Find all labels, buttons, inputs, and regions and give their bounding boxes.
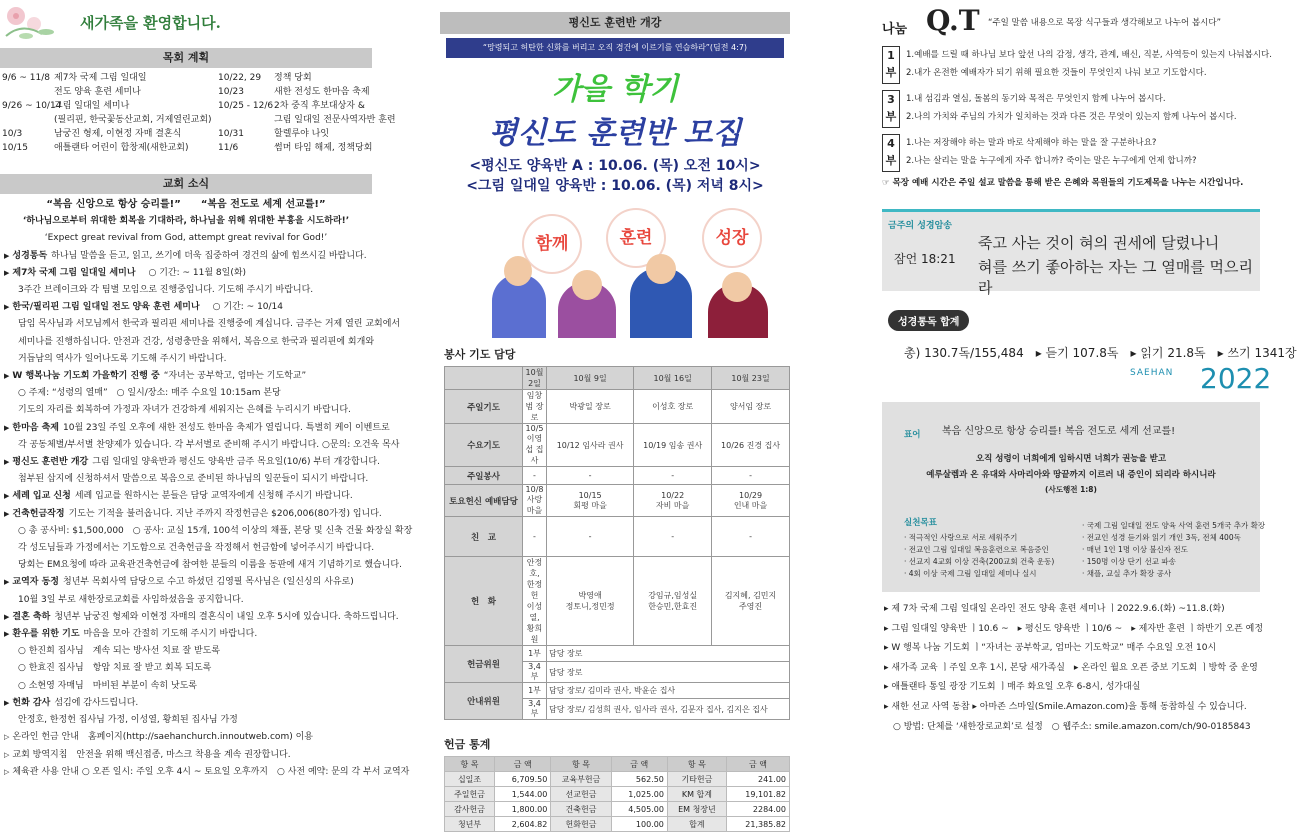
- church-goals: [882, 402, 1266, 592]
- offering-amount: 2,604.82: [495, 817, 551, 832]
- announcement-list: [884, 600, 1274, 737]
- offering-item: 주일헌금: [445, 787, 495, 802]
- year-label: SAEHAN: [1130, 368, 1174, 378]
- news-item: [4, 678, 368, 695]
- duty-date: 10월 9일: [547, 367, 634, 390]
- offering-table: [444, 756, 790, 832]
- news-text: 교회 방역지침 안전을 위해 백신접종, 마스크 착용을 계속 권장합니다.: [12, 749, 291, 760]
- welcome-header: [0, 0, 372, 48]
- news-item: [4, 334, 375, 351]
- bullet-icon: ▶: [4, 492, 10, 501]
- schedule-item: [218, 114, 396, 126]
- duty-label: 헌금위원: [445, 646, 523, 683]
- duty-cell: -: [547, 467, 634, 485]
- offering-header-cell: 금 액: [611, 757, 667, 772]
- offering-header-cell: 항 목: [445, 757, 495, 772]
- offering-item: KM 합계: [667, 787, 726, 802]
- news-text: ○ 기간: ~ 11월 8일(화): [139, 267, 247, 278]
- qt-note: ☞ 목장 예배 시간은 주일 설교 말씀을 통해 받은 은혜와 목원들의 기도제목을 나누는 시간입니다.: [882, 178, 1244, 188]
- qt-row: [880, 130, 1280, 174]
- qt-question: 1.예배를 드릴 때 하나님 보다 앞선 나의 감정, 생각, 관계, 배신, 직분, 사역등이 있는지 나눠봅시다.: [906, 50, 1272, 60]
- duty-part: 1부: [523, 683, 547, 699]
- verse-label: 금주의 성경암송: [888, 221, 952, 231]
- schedule-item: [2, 142, 188, 154]
- duty-cell: 임창범 장로: [523, 390, 547, 424]
- news-text: 세미나를 진행하십니다. 안전과 건강, 성령충만을 위해서, 복음으로 한국과 필리핀에 회개와: [18, 336, 375, 347]
- goal-motto: 복음 신앙으로 항상 승리를! 복음 전도로 세계 선교를!: [942, 426, 1176, 437]
- schedule-item: [2, 128, 181, 140]
- schedule-text: 전도 양육 훈련 세미나: [54, 87, 141, 97]
- duty-cell: -: [634, 467, 712, 485]
- offering-header-cell: 항 목: [667, 757, 726, 772]
- news-text: “자녀는 공부학고, 엄마는 기도학교”: [163, 371, 307, 382]
- duty-cell: 10/8 사랑 마을: [523, 485, 547, 517]
- news-text: 기도는 기적을 불러옵니다. 지난 주까지 작정헌금은 $206,006(80가정) 입니다.: [68, 508, 382, 519]
- duty-row: [445, 424, 790, 467]
- qt-title: Q.T: [926, 4, 980, 37]
- offering-header-cell: 항 목: [551, 757, 611, 772]
- schedule-text: 애틀랜타 어린이 합창제(새한교회): [54, 143, 189, 153]
- offering-row: [445, 817, 790, 832]
- schedule-text: 그림 일대일 전문사역자반 훈련: [274, 115, 396, 125]
- news-item: [4, 747, 368, 764]
- poster-banner: “망령되고 허탄한 신화를 버리고 오직 경건에 이르기를 연습하라”(딤전 4:7): [446, 38, 784, 58]
- news-item: [4, 368, 368, 385]
- duty-title: 봉사 기도 담당: [444, 348, 516, 361]
- offering-amount: 4,505.00: [611, 802, 667, 817]
- poster-subtitle: <그림 일대일 양육반 : 10.06. (목) 저녁 8시>: [466, 178, 764, 194]
- news-text: 세례 입교를 원하시는 분들은 담당 교역자에게 신청해 주시기 바랍니다.: [74, 491, 353, 502]
- schedule-text: 남궁진 형제, 이현정 자매 결혼식: [54, 129, 182, 139]
- offering-item: 청년부: [445, 817, 495, 832]
- duty-cell: 박영애 정토니,정민정: [547, 557, 634, 646]
- news-heading: 평신도 훈련반 개강: [12, 457, 89, 468]
- news-text: 체육관 사용 안내 ○ 오픈 일시: 주일 오후 4시 ~ 토요일 오후까지 ○ 사전 예약: 문의 각 부서 교역자: [12, 766, 410, 777]
- goal-tag: 표어: [904, 430, 921, 440]
- offering-amount: 1,544.00: [495, 787, 551, 802]
- bullet-icon: ▶: [4, 268, 10, 277]
- bullet-icon: ▷: [4, 733, 10, 742]
- schedule-date: 9/26 ~ 10/14: [2, 101, 62, 111]
- schedule-date: 10/22, 29: [218, 73, 262, 83]
- qt-service-badge: 3 부: [882, 90, 900, 128]
- schedule-item: [2, 86, 141, 98]
- duty-label: 토요헌신 예배담당: [445, 485, 523, 517]
- duty-row: [445, 485, 790, 517]
- duty-cell: -: [547, 517, 634, 557]
- qt-description: “주일 말씀 내용으로 목장 식구들과 생각해보고 나누어 봅시다”: [988, 18, 1221, 28]
- news-heading: W 행복나눔 기도회 가을학기 진행 중: [12, 371, 160, 382]
- duty-cell: 10/15 회평 마을: [547, 485, 634, 517]
- offering-row: [445, 787, 790, 802]
- duty-part: 3,4부: [523, 699, 547, 720]
- duty-row: [445, 646, 790, 662]
- announcement-item: ▸ 애틀랜타 통일 광장 기도회 ㅣ매주 화요일 오후 6-8시, 성가대실: [884, 682, 1141, 693]
- training-header: 평신도 훈련반 개강: [440, 12, 790, 34]
- news-text: 섬김에 감사드립니다.: [54, 697, 139, 708]
- poster-title: 가을 학기: [551, 72, 679, 107]
- right-column: [880, 0, 1297, 783]
- bullet-icon: ▶: [4, 458, 10, 467]
- duty-row: [445, 467, 790, 485]
- offering-item: 선교헌금: [551, 787, 611, 802]
- verse-line: 혀를 쓰기 좋아하는 자는 그 열매를 먹으리라: [978, 258, 1253, 297]
- news-item: [4, 626, 368, 643]
- news-item: [4, 764, 410, 781]
- news-item: [4, 351, 368, 368]
- duty-cell: 김지혜, 김민지 주영진: [712, 557, 790, 646]
- duty-row: [445, 517, 790, 557]
- news-heading: 건축헌금작정: [12, 508, 65, 519]
- memory-verse: [882, 209, 1260, 297]
- news-text: ○ 총 공사비: $1,500,000 ○ 공사: 교실 15개, 100석 이상의 채플, 본당 및 신축 건물 화장실 확장: [18, 525, 413, 536]
- news-text: 10월 3일 부로 새한장로교회를 사임하셨음을 공지합니다.: [18, 594, 244, 605]
- bullet-icon: ▷: [4, 767, 10, 776]
- schedule-text: (필리핀, 한국꽃동산교회, 거제열린교회): [54, 115, 212, 125]
- duty-header-row: [445, 367, 790, 390]
- announcement-item: ▸ 새가족 교육 ㅣ주일 오후 1시, 본당 새가족실 ▸ 온라인 월요 오픈 중보 기도회 ㅣ방학 중 운영: [884, 662, 1258, 673]
- bullet-icon: ▶: [4, 372, 10, 381]
- news-heading: 한마음 축제: [12, 422, 59, 433]
- news-item: [4, 643, 368, 660]
- news-motto: ‘하나님으로부터 위대한 회복을 기대하라, 하나님을 위해 위대한 부흥을 시도하라!’: [22, 216, 350, 227]
- news-text: ○ 소현영 자매님 마비된 부분이 속히 낫도록: [18, 680, 197, 691]
- news-heading: 결혼 축하: [12, 611, 51, 622]
- news-item: [4, 385, 368, 402]
- duty-label: 안내위원: [445, 683, 523, 720]
- news-item: [4, 471, 368, 488]
- schedule-date: 11/6: [218, 143, 239, 153]
- schedule-item: [2, 72, 147, 84]
- offering-amount: 241.00: [726, 772, 789, 787]
- news-motto-en: ‘Expect great revival from God, attempt great revival for God!’: [44, 233, 328, 244]
- duty-row: [445, 557, 790, 646]
- duty-label: 친 교: [445, 517, 523, 557]
- duty-cell: 10/29 인내 마을: [712, 485, 790, 517]
- news-item: [4, 437, 400, 454]
- news-heading: 환우를 위한 기도: [12, 629, 80, 640]
- news-item: [4, 695, 368, 712]
- duty-label: 헌 화: [445, 557, 523, 646]
- news-item: [4, 729, 368, 746]
- duty-person: 담당 장로: [547, 646, 790, 662]
- offering-item: EM 청장년: [667, 802, 726, 817]
- bullet-icon: ▶: [4, 423, 10, 432]
- plan-item: · 전교인 그림 일대일 복음훈련으로 복음증인: [904, 545, 1049, 554]
- plan-item: · 적극적인 사랑으로 서로 세워주기: [904, 533, 1018, 542]
- qt-question: 1.나는 저장해야 하는 말과 바로 삭제해야 하는 말을 잘 구분하나요?: [906, 138, 1157, 148]
- news-motto: “복음 신앙으로 항상 승리를!” “복음 전도로 세계 선교를!”: [46, 199, 326, 210]
- offering-header-row: [445, 757, 790, 772]
- duty-cell: 10/22 자비 마을: [634, 485, 712, 517]
- bullet-icon: ▶: [4, 612, 10, 621]
- bubble-together: 함께: [524, 216, 580, 272]
- news-heading: 세례 입교 신청: [12, 491, 71, 502]
- duty-date: 10월 23일: [712, 367, 790, 390]
- plan-item: · 국제 그림 일대일 전도 양육 사역 훈련 5개국 추가 확장: [1082, 521, 1266, 530]
- announcement-item: ▸ W 행복 나눔 기도회 ㅣ“자녀는 공부학교, 엄마는 기도학교” 매주 수요일 오전 10시: [884, 643, 1217, 654]
- news-text: 그림 일대일 양육반과 평신도 양육반 금주 목요일(10/6) 부터 개강합니다.: [92, 457, 380, 468]
- duty-label: 주일봉사: [445, 467, 523, 485]
- schedule-date: 10/31: [218, 129, 244, 139]
- news-item: [4, 316, 401, 333]
- news-item: [4, 402, 368, 419]
- qt-prefix: 나눔: [882, 22, 908, 37]
- schedule-date: 10/15: [2, 143, 28, 153]
- schedule-text: 새한 전성도 한마음 축제: [274, 87, 370, 97]
- schedule-title: 목회 계획: [0, 48, 372, 68]
- announcement-item: ▸ 새한 선교 사역 동참 ▸ 아마존 스마일(Smile.Amazon.com)을 통해 동참하실 수 있습니다.: [884, 701, 1247, 712]
- news-heading: 성경통독: [12, 250, 48, 261]
- news-text: 청년부 남궁진 형제와 이현정 자매의 결혼식이 내일 오후 5시에 있습니다. 축하드립니다.: [54, 611, 399, 622]
- news-item: [4, 574, 368, 591]
- bubble-training: 훈련: [608, 210, 664, 266]
- welcome-text: 새가족을 환영합니다.: [80, 14, 221, 32]
- news-item: [4, 712, 368, 729]
- schedule-text: 정책 당회: [274, 73, 312, 83]
- duty-label: 수요기도: [445, 424, 523, 467]
- offering-header-cell: 금 액: [726, 757, 789, 772]
- schedule-text: 제7차 국제 그림 일대일: [54, 73, 147, 83]
- qt-list: [880, 42, 1280, 174]
- offering-amount: 1,025.00: [611, 787, 667, 802]
- offering-header-cell: 금 액: [495, 757, 551, 772]
- duty-label: 주일기도: [445, 390, 523, 424]
- schedule-item: [2, 100, 129, 112]
- news-text: 청년부 목회사역 담당으로 수고 하셨던 김영필 목사님은 (일신싱의 사유로): [63, 577, 354, 588]
- flower-illustration: [2, 2, 62, 42]
- duty-cell: 10/12 임사라 권사: [547, 424, 634, 467]
- schedule-date: 10/3: [2, 129, 23, 139]
- offering-title: 헌금 통계: [444, 738, 491, 751]
- announcement-item: ▸ 제 7차 국제 그림 일대일 온라인 전도 양육 훈련 세미나 ㅣ2022.9.6.(화) ~11.8.(화): [884, 604, 1225, 614]
- offering-amount: 21,385.82: [726, 817, 789, 832]
- duty-date: 10월 2일: [523, 367, 547, 390]
- plan-tag: 실천목표: [904, 518, 937, 528]
- news-item: [4, 282, 368, 299]
- offering-row: [445, 802, 790, 817]
- offering-amount: 2284.00: [726, 802, 789, 817]
- news-heading: 제7차 국제 그림 일대일 세미나: [12, 267, 136, 278]
- qt-service-badge: 4 부: [882, 134, 900, 172]
- offering-item: 헌화헌금: [551, 817, 611, 832]
- news-item: [4, 248, 368, 265]
- news-item: [4, 299, 368, 316]
- schedule-item: [218, 86, 370, 98]
- offering-item: 십일조: [445, 772, 495, 787]
- qt-service-badge: 1 부: [882, 46, 900, 84]
- plan-item: · 매년 1인 1명 이상 불신자 전도: [1082, 545, 1188, 554]
- news-item: [4, 523, 413, 540]
- news-heading: 헌화 감사: [12, 697, 51, 708]
- plan-item: · 150명 이상 단기 선교 파송: [1082, 557, 1176, 566]
- news-text: ○ 한효진 집사님 항암 치료 잘 받고 회복 되도록: [18, 663, 212, 674]
- bullet-icon: ▶: [4, 303, 10, 312]
- year: 2022: [1200, 362, 1272, 395]
- duty-cell: -: [712, 467, 790, 485]
- duty-cell: 양서임 장로: [712, 390, 790, 424]
- duty-cell: -: [634, 517, 712, 557]
- bullet-icon: ▶: [4, 630, 10, 639]
- schedule-text: 그림 일대일 세미나: [54, 101, 130, 111]
- announcement-item: ○ 방법: 단체를 ‘새한장로교회’로 설정 ○ 웹주소: smile.amazon.com/ch/90-0185843: [884, 721, 1251, 732]
- duty-cell: 강임규,임성실 한승민,한효진: [634, 557, 712, 646]
- verse-reference: 잠언 18:21: [894, 252, 956, 266]
- news-item: [4, 540, 375, 557]
- duty-part: 3,4부: [523, 662, 547, 683]
- goal-ref: (사도행전 1:8): [1045, 485, 1097, 494]
- schedule-date: 10/25 - 12/6: [218, 101, 274, 111]
- news-text: 안정호, 한정헌 집사님 가정, 이성열, 황희된 집사님 가정: [18, 715, 238, 726]
- schedule-text: 썸머 타임 해제, 정책당회: [274, 143, 373, 153]
- left-column: [0, 0, 413, 783]
- plan-item: · 선교지 4교회 이상 건축(200교회 건축 운동): [904, 557, 1055, 566]
- news-text: 기도의 자리를 회복하여 가정과 자녀가 건강하게 세워지는 은혜를 누리시기 바랍니다.: [18, 405, 351, 416]
- news-item: [4, 454, 380, 471]
- offering-amount: 562.50: [611, 772, 667, 787]
- news-item: [4, 488, 368, 505]
- news-text: 거듭남의 역사가 일어나도록 기도해 주시기 바랍니다.: [18, 353, 227, 364]
- announcement-item: ▸ 그림 일대일 양육반 ㅣ10.6 ~ ▸ 평신도 양육반 ㅣ10/6 ~ ▸ 제자반 훈련 ㅣ하반기 오픈 예정: [884, 623, 1264, 634]
- news-text: 마음을 모아 간절히 기도해 주시기 바랍니다.: [83, 629, 258, 640]
- news-item: [4, 557, 402, 574]
- qt-question: 2.나는 살리는 말을 누구에게 자주 합니까? 죽이는 말은 누구에게 언제 합니까?: [906, 156, 1197, 166]
- news-text: 각 성도님들과 가정에서는 기도함으로 건축헌금을 작정해서 헌금함에 넣어주시기 바랍니다.: [18, 543, 375, 554]
- duty-cell: 10/5 이영섭 집사: [523, 424, 547, 467]
- goal-verse: 예루살렘과 온 유대와 사마리아와 땅끝까지 이르러 내 증인이 되리라 하시니라: [926, 470, 1216, 480]
- schedule-item: [218, 142, 372, 154]
- news-text: ○ 한진희 집사님 계속 되는 방사선 치료 잘 받도록: [18, 646, 221, 657]
- schedule-item: [2, 114, 212, 126]
- reading-total-badge: 성경통독 합계: [888, 310, 969, 331]
- news-text: 하나님 말씀을 듣고, 읽고, 쓰기에 더욱 집중하여 경건의 삶에 힘쓰시길 바랍니다.: [51, 250, 367, 261]
- news-text: 10월 23일 주일 오후에 새한 전성도 한마음 축제가 열립니다. 특별히 케이 이벤트로: [63, 422, 390, 433]
- training-poster: [440, 38, 790, 338]
- news-text: 각 공동체별/부서별 찬양제가 있습니다. 각 부서별로 준비해 주시기 바랍니다. ○문의: 오건욱 목사: [18, 439, 400, 450]
- schedule-list: [0, 68, 396, 174]
- duty-cell: -: [712, 517, 790, 557]
- offering-amount: 19,101.82: [726, 787, 789, 802]
- news-title: 교회 소식: [0, 174, 372, 194]
- schedule-item: [218, 100, 365, 112]
- offering-item: 교육부헌금: [551, 772, 611, 787]
- goal-verse: 오직 성령이 너희에게 임하시면 너희가 권능을 받고: [975, 454, 1167, 464]
- duty-cell: -: [523, 467, 547, 485]
- news-item: [4, 609, 399, 626]
- offering-amount: 100.00: [611, 817, 667, 832]
- qt-header: [880, 0, 1280, 42]
- offering-row: [445, 772, 790, 787]
- offering-item: 기타헌금: [667, 772, 726, 787]
- poster-title: 평신도 훈련반 모집: [488, 116, 742, 151]
- news-text: 온라인 헌금 안내 홈페이지(http://saehanchurch.innoutweb.com) 이용: [12, 732, 313, 743]
- duty-cell: 박광일 장로: [547, 390, 634, 424]
- duty-row: [445, 683, 790, 699]
- qt-row: [880, 86, 1280, 130]
- offering-amount: 6,709.50: [495, 772, 551, 787]
- news-heading: 교역자 동정: [12, 577, 59, 588]
- verse-line: 죽고 사는 것이 혀의 권세에 달렸나니: [978, 234, 1220, 252]
- middle-column: [440, 0, 790, 829]
- schedule-date: 10/23: [218, 87, 244, 97]
- reading-stats: 총) 130.7독/155,484 ▸ 듣기 107.8독 ▸ 읽기 21.8독 ▸ 쓰기 1341장: [904, 346, 1297, 360]
- schedule-item: [218, 128, 329, 140]
- duty-row: [445, 390, 790, 424]
- news-item: [4, 420, 390, 437]
- schedule-item: [218, 72, 312, 84]
- duty-cell: -: [523, 517, 547, 557]
- news-item: [4, 265, 368, 282]
- bullet-icon: ▶: [4, 509, 10, 518]
- duty-person: 담당 장로: [547, 662, 790, 683]
- offering-item: 감사헌금: [445, 802, 495, 817]
- schedule-text: 2차 중직 후보대상자 &: [274, 101, 365, 111]
- bullet-icon: ▶: [4, 251, 10, 260]
- news-text: 담임 목사님과 서모님께서 한국과 필리핀 세미나를 진행중에 계십니다. 금주는 거제 열린 교회에서: [18, 319, 401, 330]
- news-text: ○ 기간: ~ 10/14: [203, 302, 284, 313]
- bubble-growth: 성장: [704, 210, 760, 266]
- qt-question: 2.내가 온전한 예배자가 되기 위해 필요한 것들이 무엇인지 나눠 보고 기도합시다.: [906, 68, 1207, 78]
- plan-item: · 전교인 성경 듣기와 읽기 개인 3독, 전체 400독: [1082, 533, 1241, 542]
- plan-item: · 4회 이상 국제 그림 일대일 세미나 실시: [904, 569, 1037, 578]
- duty-cell: 10/26 진경 집사: [712, 424, 790, 467]
- news-text: ○ 주제: “성령의 열매” ○ 일시/장소: 매주 수요일 10:15am 본당: [18, 388, 281, 399]
- duty-date: 10월 16일: [634, 367, 712, 390]
- news-text: 3주간 브레이크와 각 팀별 모임으로 진행중입니다. 기도해 주시기 바랍니다.: [18, 285, 314, 296]
- news-list: [0, 194, 413, 783]
- news-item: [4, 592, 368, 609]
- duty-person: 담당 장로/ 김성희 권사, 임사라 권사, 김문자 집사, 김지은 집사: [547, 699, 790, 720]
- duty-cell: 이성호 장로: [634, 390, 712, 424]
- offering-item: 합계: [667, 817, 726, 832]
- qt-question: 1.내 섬김과 열심, 돌봄의 동기와 목적은 무엇인지 함께 나누어 봅시다.: [906, 94, 1166, 104]
- plan-item: · 채플, 교실 추가 확장 공사: [1082, 569, 1172, 578]
- news-item: [4, 660, 368, 677]
- duty-person: 담당 장로/ 김미라 권사, 박윤순 집사: [547, 683, 790, 699]
- offering-item: 건축헌금: [551, 802, 611, 817]
- news-heading: 한국/필리핀 그림 일대일 전도 양육 훈련 세미나: [12, 302, 200, 313]
- news-text: 당회는 EM요청에 따라 교육관건축헌금에 참여한 분들의 이름을 동판에 새겨 기념하기로 했습니다.: [18, 560, 402, 571]
- duty-part: 1부: [523, 646, 547, 662]
- news-item: [4, 506, 382, 523]
- poster-subtitle: <평신도 양육반 A : 10.06. (목) 오전 10시>: [469, 158, 761, 174]
- bullet-icon: ▶: [4, 698, 10, 707]
- bullet-icon: ▶: [4, 578, 10, 587]
- offering-amount: 1,800.00: [495, 802, 551, 817]
- duty-table: [444, 366, 790, 720]
- duty-cell: 안정호, 한정헌 이성열, 황희원: [523, 557, 547, 646]
- duty-header-cell: [445, 367, 523, 390]
- bullet-icon: ▷: [4, 750, 10, 759]
- duty-cell: 10/19 임송 권사: [634, 424, 712, 467]
- news-text: 첨부된 삽지에 신청하셔서 말씀으로 복음으로 준비된 하나님의 일꾼들이 되시기 바랍니다.: [18, 474, 369, 485]
- schedule-text: 할렐루야 나잇: [274, 129, 330, 139]
- qt-question: 2.나의 가치와 주님의 가치가 일치하는 것과 다른 것은 무엇이 있는지 함께 나누어 봅시다.: [906, 112, 1237, 122]
- schedule-date: 9/6 ~ 11/8: [2, 73, 50, 83]
- qt-row: [880, 42, 1280, 86]
